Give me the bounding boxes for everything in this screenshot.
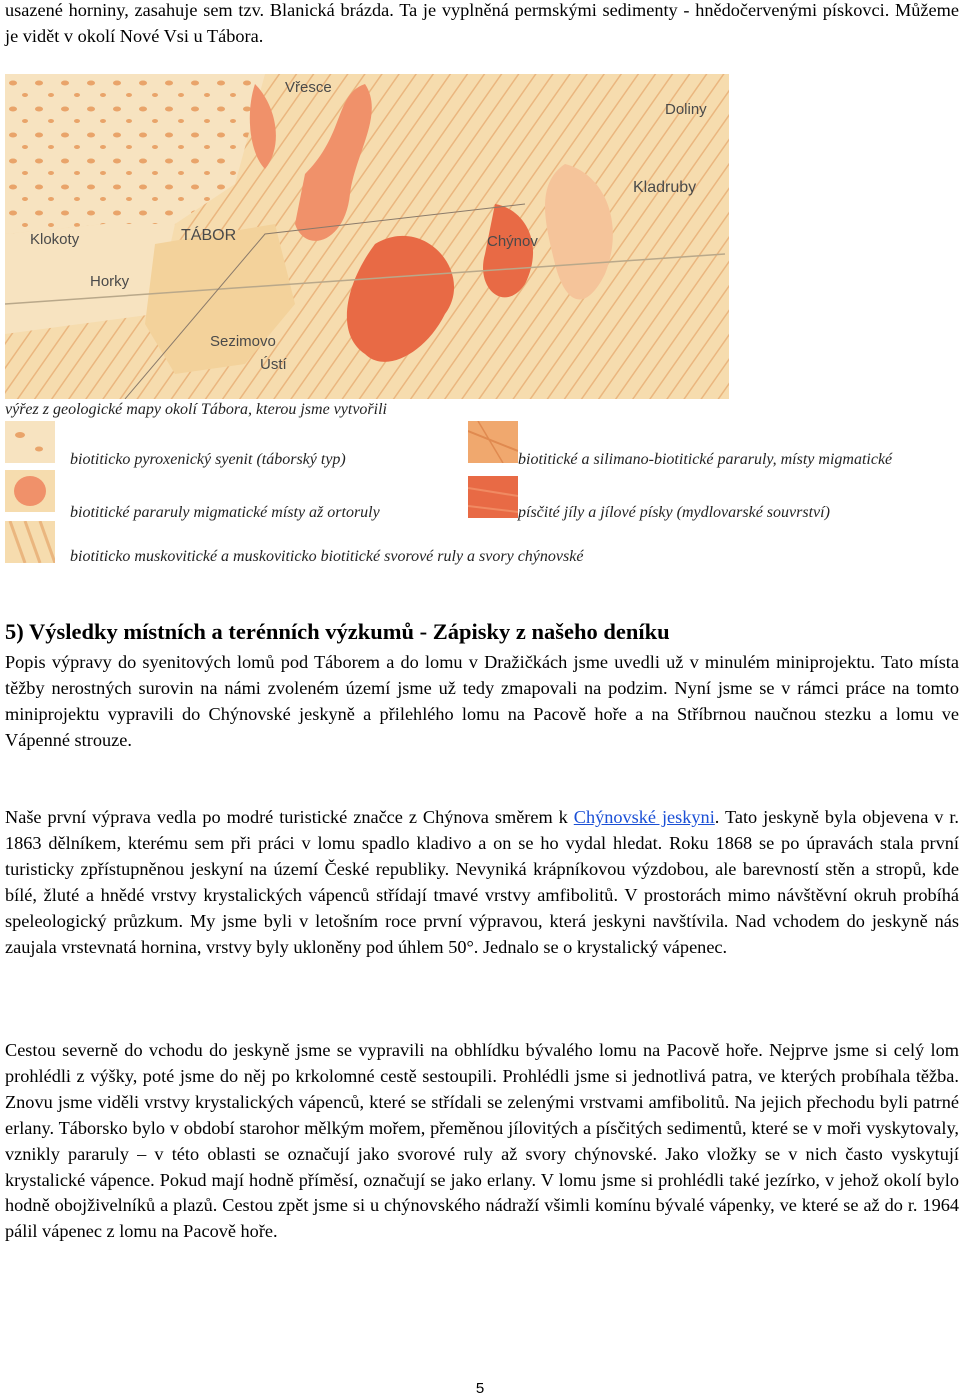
legend-label-syenite: biotiticko pyroxenický syenit (táborský typ) — [70, 451, 346, 468]
legend-label-pararuly: biotitické pararuly migmatické místy až ortoruly — [70, 504, 380, 521]
legend-swatch-jily — [468, 476, 518, 518]
map-caption: výřez z geologické mapy okolí Tábora, kterou jsme vytvořili — [5, 401, 387, 418]
map-label-vresce: Vřesce — [285, 79, 332, 96]
legend-swatch-silimano — [468, 421, 518, 463]
paragraph-2-body: . Tato jeskyně byla objevena v r. 1863 dělníkem, kterému sem při práci v lomu spadlo kladivo a on se ho vydal hledat. Roku 1868 se po úpravách stala první turisticky zpřístupněnou jeskyní na území České republiky. Nevyniká krápníkovou výzdobou, ale barevností stěn a stropů, kde bílé, žluté a hnědé vrstvy krystalických vápenců střídají tmavé vrstvy amfibolitů. V prostorách mimo návštěvní okruh probíhá speleologický průzkum. My jsme byli v letošním roce první výpravou, která jeskyni navštívila. Nad vchodem do jeskyně nás zaujala vrstevnatá hornina, vrstvy byly ukloněny pod úhlem 50°. Jednalo se o krystalický vápenec. — [5, 807, 959, 957]
legend-swatch-svory — [5, 521, 55, 563]
paragraph-3: Cestou severně do vchodu do jeskyně jsme se vypravili na obhlídku bývalého lomu na Pacově hoře. Nejprve jsme si celý lom prohlédli z výšky, poté jsme do něj po krkolomné cestě sestoupili. Prohlédli jsme si jednotlivá patra, ve kterých probíhala těžba. Znovu jsme viděli vrstvy krystalických vápenců, které se střídali se zelenými vrstvami amfibolitů. Na jejich přechodu byli patrné erlany. Táborsko bylo v období starohor mělkým mořem, přeměnou jílovitých a písčitých sedimentů, které se v moři vyskytovaly, vznikly pararuly – v této oblasti se označují jako svorové ruly až svory chýnovské. Jako vložky se v nich často vyskytují krystalické vápence. Pokud mají hodně příměsí, označují se jako erlany. V lomu jsme si prohlédli také jezírko, v jehož okolí bylo hodně obojživelníků a plazů. Cestou zpět jsme si u chýnovského nádraží všimli komínu bývalé vápenky, ve které se až do r. 1964 pálil vápenec z lomu na Pacově hoře. — [5, 1040, 959, 1242]
map-label-sezimovo: Sezimovo — [210, 333, 276, 350]
geological-map — [5, 74, 729, 399]
legend-label-jily: písčité jíly a jílové písky (mydlovarské souvrství) — [518, 504, 830, 521]
map-label-klokoty: Klokoty — [30, 231, 80, 248]
map-drawing — [5, 74, 729, 399]
section-heading: 5) Výsledky místních a terénních výzkumů - Zápisky z našeho deníku — [5, 619, 670, 644]
legend-label-svory: biotiticko muskovitické a muskoviticko biotitické svorové ruly a svory chýnovské — [70, 548, 584, 565]
paragraph-1: Popis výpravy do syenitových lomů pod Táborem a do lomu v Dražičkách jsme uvedli už v minulém miniprojektu. Tato místa těžby nerostných surovin na námi zvoleném území jsme už tedy zmapovali na podzim. Nyní jsme se v rámci práce na tomto miniprojektu vypravili do Chýnovské jeskyně a přilehlého lomu na Pacově hoře a na Stříbrnou naučnou stezku a lomu ve Vápenné strouze. — [5, 652, 959, 750]
paragraph-2 — [5, 805, 959, 960]
map-label-tabor: TÁBOR — [181, 227, 237, 244]
map-label-kladruby: Kladruby — [633, 179, 697, 196]
legend-swatch-pararuly — [5, 470, 55, 512]
map-label-horky: Horky — [90, 273, 130, 290]
legend-swatch-syenite — [5, 421, 55, 463]
map-label-chynov: Chýnov — [487, 233, 538, 250]
map-label-doliny: Doliny — [665, 101, 707, 118]
chynov-cave-link[interactable]: Chýnovské jeskyni — [573, 807, 715, 827]
legend-label-silimano: biotitické a silimano-biotitické pararuly, místy migmatické — [518, 451, 893, 468]
page-number: 5 — [475, 1380, 485, 1397]
map-label-usti: Ústí — [260, 356, 287, 373]
intro-paragraph: usazené horniny, zasahuje sem tzv. Blanická brázda. Ta je vyplněná permskými sedimenty - hnědočervenými pískovci. Můžeme je vidět v okolí Nové Vsi u Tábora. — [5, 0, 959, 46]
paragraph-2-intro: Naše první výprava vedla po modré turistické značce z Chýnova směrem k — [5, 807, 574, 827]
